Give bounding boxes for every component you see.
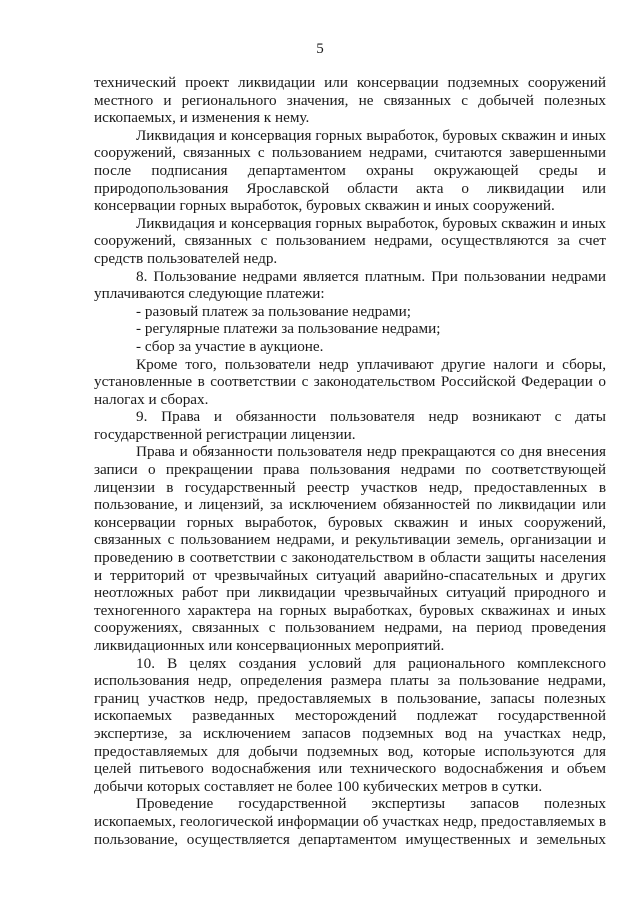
list-item-auction-fee: - сбор за участие в аукционе. [136, 337, 324, 355]
paragraph-item-8: 8. Пользование недрами является платным. При пользовании недрами уплачиваются следующие платежи: [94, 267, 606, 303]
paragraph-item-9: 9. Права и обязанности пользователя недр возникают с даты государственной регистрации лицензии. [94, 408, 606, 443]
paragraph-state-expertise: Проведение государственной экспертизы запасов полезных ископаемых, геологической информации об участках недр, предоставляемых в пользование, осуществляется департаментом имущественных и земельных [94, 795, 606, 848]
paragraph-continuation: технический проект ликвидации или консервации подземных сооружений местного и регионального значения, не связанных с добычей полезных ископаемых, и изменения к нему. [94, 74, 606, 127]
paragraph-liquidation-completion: Ликвидация и консервация горных выработок, буровых скважин и иных сооружений, связанных с пользованием недрами, считаются завершенными после подписания департаментом охраны окружающей среды и природопользования Ярославской области акта о ликвидации или консервации горных выработок, буровых скважин и иных сооружений. [94, 126, 606, 215]
paragraph-rights-termination: Права и обязанности пользователя недр прекращаются со дня внесения записи о прекращении права пользования недрами по соответствующей лицензии в государственный реестр участков недр, предоставленных в пользование, и лицензий, за исключением обязанностей по ликвидации или консервации горных выработок, буровых скважин и иных сооружений, связанных с пользованием недрами, и рекультивации земель, организации и проведению в соответствии с законодательством в области защиты населения и территорий от чрезвычайных ситуаций аварийно-спасательных и других неотложных работ при ликвидации чрезвычайных ситуаций природного и техногенного характера на горных выработках, буровых скважинах и иных сооружениях, связанных с пользованием недрами, на период проведения ликвидационных или консервационных мероприятий. [94, 443, 606, 654]
list-item-regular-payments: - регулярные платежи за пользование недрами; [136, 320, 441, 338]
paragraph-liquidation-funding: Ликвидация и консервация горных выработок, буровых скважин и иных сооружений, связанных с пользованием недрами, осуществляются за счет средств пользователей недр. [94, 214, 606, 267]
paragraph-item-10: 10. В целях создания условий для рационального комплексного использования недр, определения размера платы за пользование недрами, границ участков недр, предоставляемых в пользование, запасы полезных ископаемых разведанных месторождений подлежат государственной экспертизе, за исключением запасов подземных вод на участках недр, предоставляемых для добычи подземных вод, которые используются для целей питьевого водоснабжения или технического водоснабжения и объем добычи которых составляет не более 100 кубических метров в сутки. [94, 654, 606, 795]
paragraph-other-taxes: Кроме того, пользователи недр уплачивают другие налоги и сборы, установленные в соответствии с законодательством Российской Федерации о налогах и сборах. [94, 355, 606, 408]
list-item-one-time-payment: - разовый платеж за пользование недрами; [136, 302, 411, 320]
page-number: 5 [316, 41, 324, 57]
document-body [94, 74, 606, 848]
